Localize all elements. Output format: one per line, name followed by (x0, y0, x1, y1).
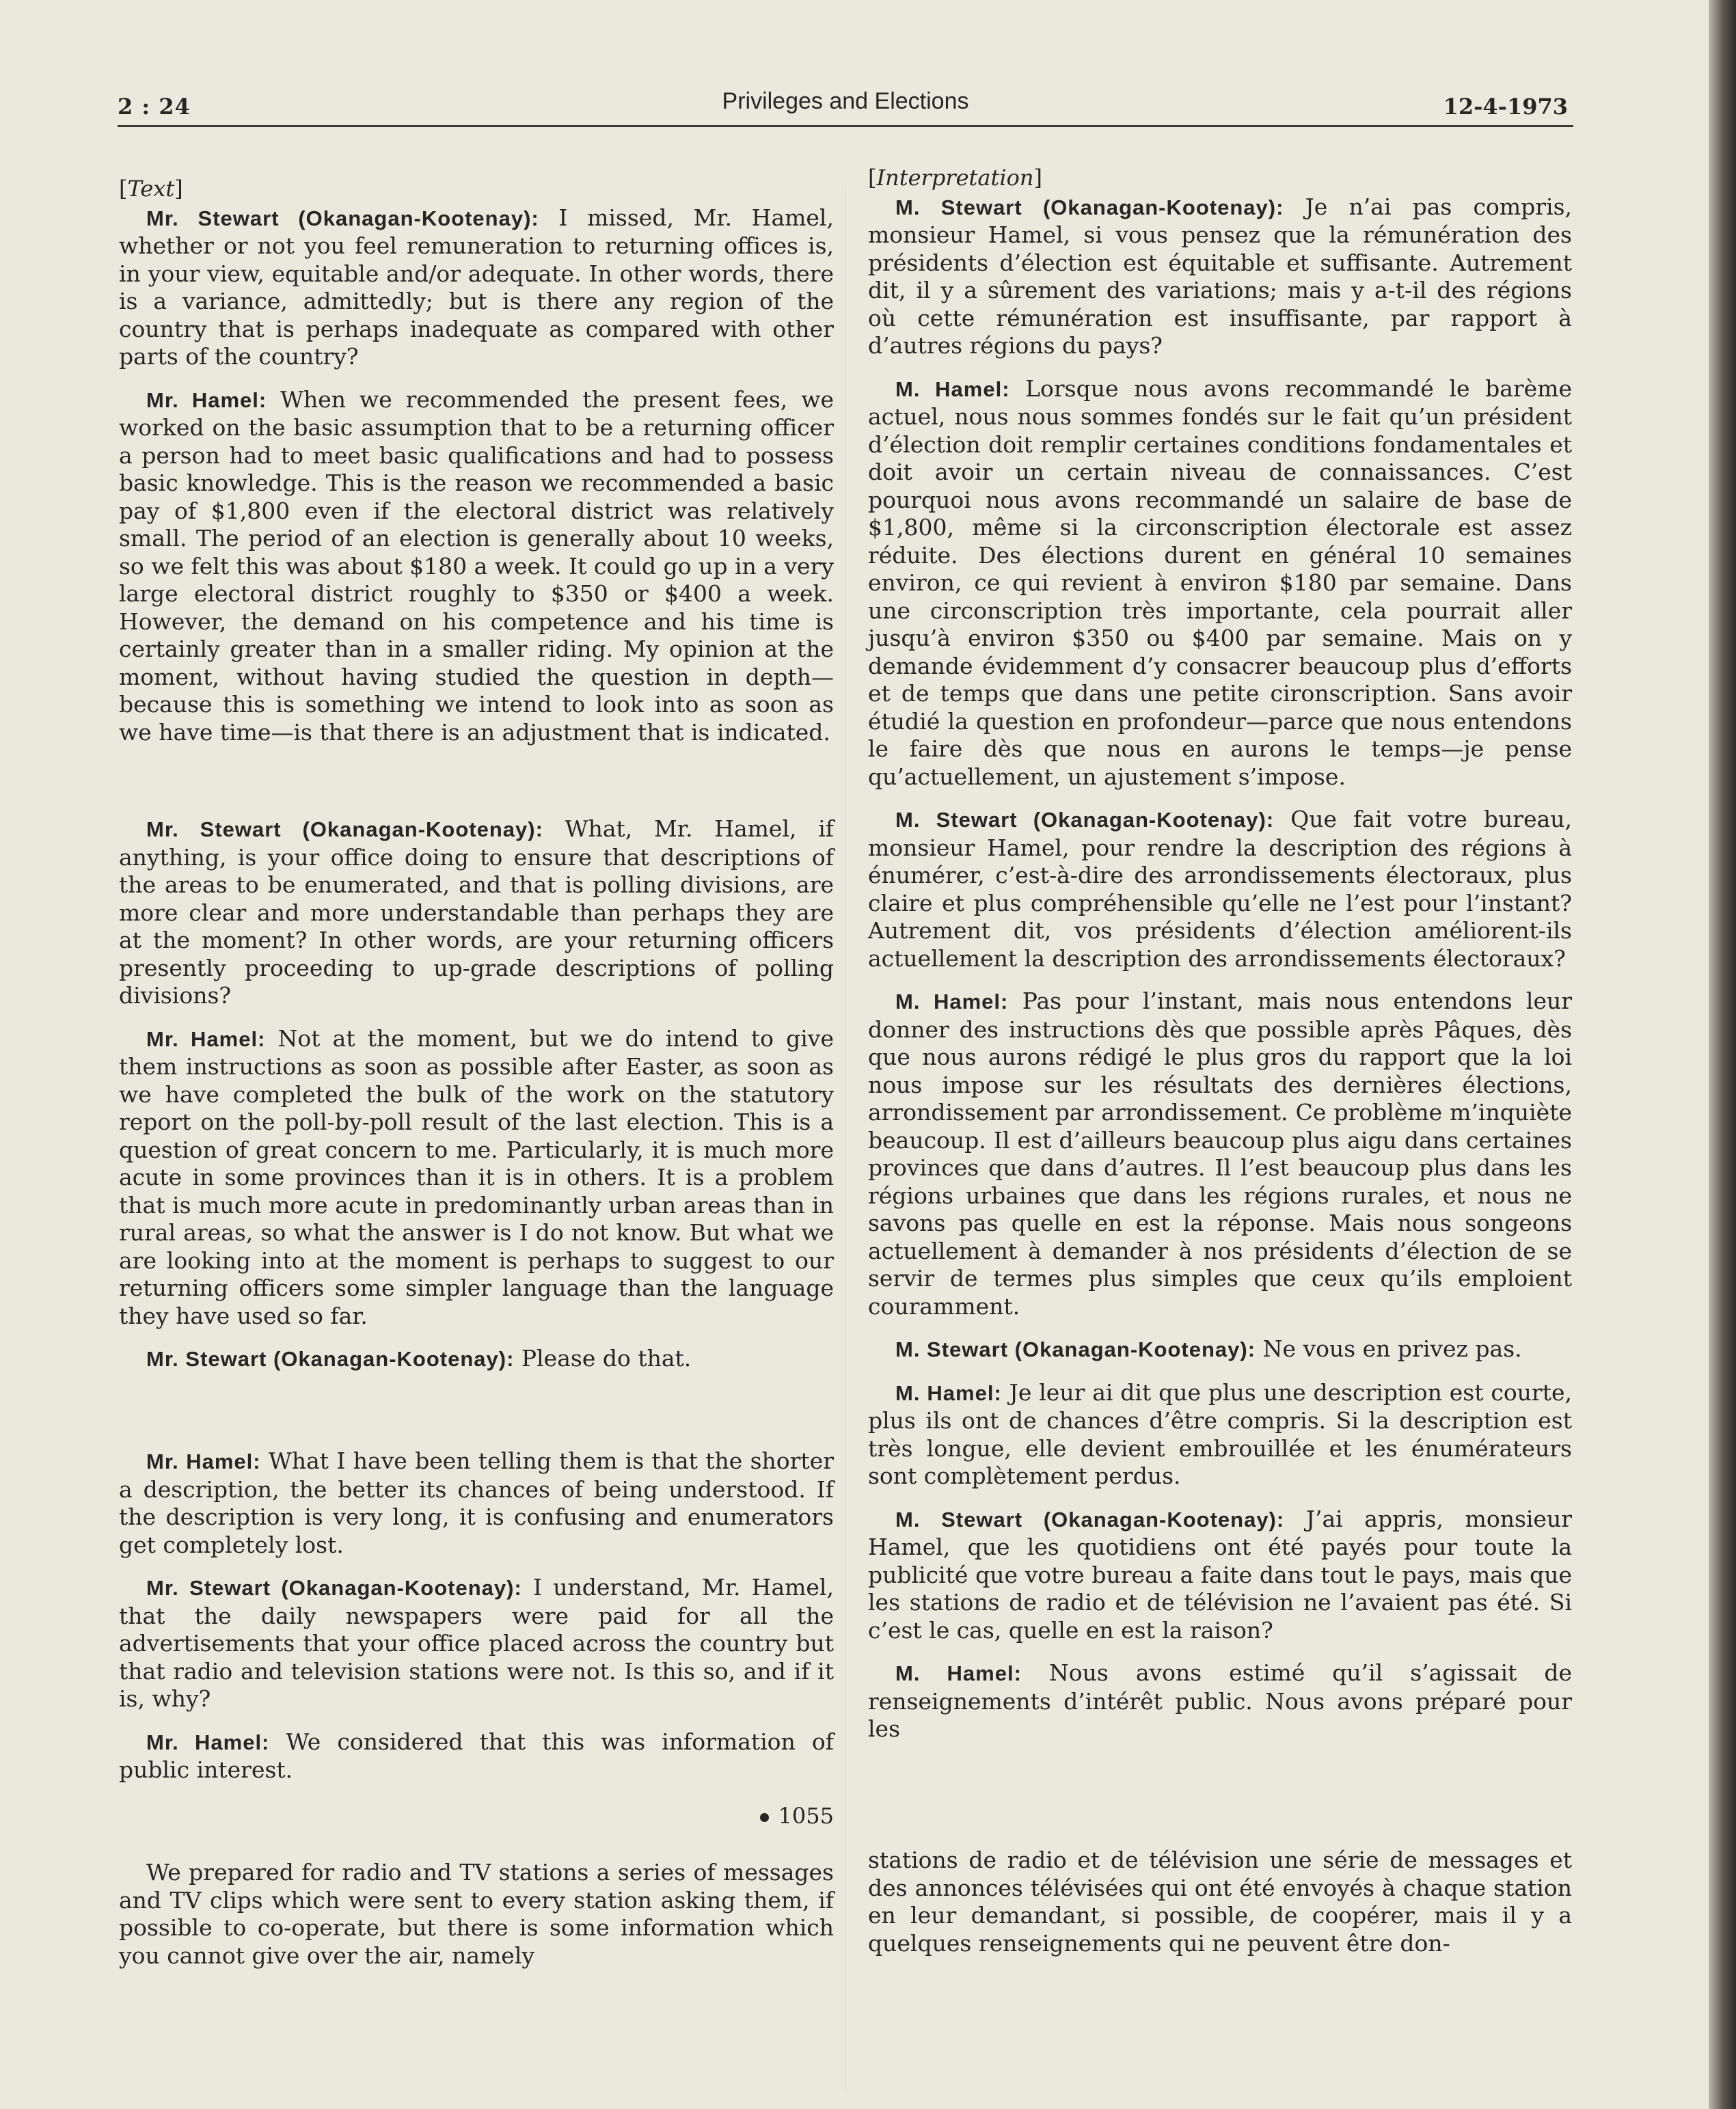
paragraph: Mr. Stewart (Okanagan-Kootenay): Please do that. (146, 1345, 692, 1372)
speaker-name: M. Stewart (Okanagan-Kootenay): (895, 1337, 1256, 1361)
english-column-lower (119, 1447, 834, 1799)
speaker-name: Mr. Stewart (Okanagan-Kootenay): (146, 1347, 515, 1371)
paragraph: Mr. Hamel: Not at the moment, but we do intend to give them instructions as soon as possible after Easter, as soon as we have completed the bulk of the work on the statutory report on the poll-by-poll result of the last election. This is a question of great concern to me. Particularly, it is much more acute in some provinces than it is in others. It is a problem that is much more acute in predominantly urban areas than in rural areas, so what the answer is I do not know. But what we are looking into at the moment is perhaps to suggest to our returning officers some simpler language than the language they have used so far. (119, 1024, 834, 1329)
paragraph: Mr. Hamel: We considered that this was information of public interest. (119, 1728, 834, 1783)
paragraph: M. Hamel: Nous avons estimé qu’il s’agissait de renseignements d’intérêt public. Nous avons préparé pour les (868, 1659, 1572, 1742)
paragraph: M. Stewart (Okanagan-Kootenay): Je n’ai pas compris, monsieur Hamel, si vous pensez que la rémunération des présidents d’élection est équitable et suffisante. Autrement dit, il y a sûrement des variations; mais y a-t-il des régions où cette rémunération est insuffisante, par rapport à d’autres régions du pays? (868, 193, 1572, 359)
speaker-name: M. Hamel: (895, 990, 1009, 1013)
paragraph: Mr. Hamel: When we recommended the present fees, we worked on the basic assumption that to be a returning officer a person had to meet basic qualifications and had to possess basic knowledge. This is the reason we recommended a basic pay of $1,800 even if the electoral district was relatively small. The period of an election is generally about 10 weeks, so we felt this was about $180 a week. It could go up in a very large electoral district roughly to $350 or $400 a week. However, the demand on his competence and his time is certainly greater than in a smaller riding. My opinion at the moment, without having studied the question in depth—because this is something we intend to look into as soon as we have time—is that there is an adjustment that is indicated. (119, 385, 834, 746)
speaker-name: Mr. Hamel: (146, 1026, 266, 1051)
paragraph: M. Stewart (Okanagan-Kootenay): Que fait votre bureau, monsieur Hamel, pour rendre la description des régions à énumérer, c’est-à-dire des arrondissements électoraux, plus claire et plus compréhensible qu’elle ne l’est pour l’instant? Autrement dit, vos présidents d’élection améliorent-ils actuellement la description des arrondissements électoraux? (868, 806, 1573, 972)
english-column-top (119, 175, 834, 761)
column-gutter (845, 185, 846, 2091)
paragraph: stations de radio et de télévision une série de messages et des annonces télévisées qui ont été envoyés à chaque station en leur demandant, si possible, de coopérer, mais il y a quelques renseignements qui ne peuvent être don- (868, 1847, 1572, 1957)
speaker-name: Mr. Hamel: (146, 1450, 261, 1473)
speaker-name: M. Stewart (Okanagan-Kootenay): (895, 195, 1284, 219)
sitting-date: 12-4-1973 (1443, 94, 1568, 120)
text-label: [Text] (119, 176, 183, 202)
paragraph: Mr. Stewart (Okanagan-Kootenay): I understand, Mr. Hamel, that the daily newspapers were paid for all the advertisements that your office placed across the country but that radio and television stations were not. Is this so, and if it is, why? (119, 1574, 834, 1712)
speaker-name: Mr. Hamel: (146, 1730, 270, 1754)
paragraph: Mr. Hamel: What I have been telling them is that the shorter a description, the better its chances of being understood. If the description is very long, it is confusing and enumerators get completely lost. (119, 1447, 834, 1558)
french-column-bottom (868, 1847, 1572, 1957)
paragraph: M. Stewart (Okanagan-Kootenay): Ne vous en privez pas. (895, 1335, 1522, 1362)
speaker-name: Mr. Stewart (Okanagan-Kootenay): (146, 817, 543, 841)
paragraph: M. Hamel: Pas pour l’instant, mais nous entendons leur donner des instructions dès que possible après Pâques, dès que nous aurons rédigé le plus gros du rapport que la loi nous impose sur les résultats des dernières élections, arrondissement par arrondissement. Ce problème m’inquiète beaucoup. Il est d’ailleurs beaucoup plus aigu dans certaines provinces que dans d’autres. Il l’est beaucoup plus dans les régions urbaines que dans les régions rurales, et nous ne savons pas quelle en est la réponse. Mais nous songeons actuellement à demander à nos présidents d’élection de se servir de termes plus simples que ceux qu’ils emploient couramment. (868, 988, 1572, 1320)
time-marker: 1055 (683, 1803, 834, 1829)
book-binding-edge (1709, 0, 1736, 2109)
speaker-name: Mr. Stewart (Okanagan-Kootenay): (146, 1576, 522, 1600)
english-column-bottom (119, 1859, 834, 1970)
paragraph: M. Hamel: Je leur ai dit que plus une description est courte, plus ils ont de chances d’être compris. Si la description est très longue, elle devient embrouillée et les énumérateurs sont complètement perdus. (868, 1378, 1572, 1489)
paragraph: M. Stewart (Okanagan-Kootenay): J’ai appris, monsieur Hamel, que les quotidiens ont été payés pour toute la publicité que votre bureau a faite dans tout le pays, mais que les stations de radio et de télévision ne l’avaient pas été. Si c’est le cas, quelle en est la raison? (868, 1505, 1572, 1644)
speaker-name: Mr. Hamel: (146, 387, 267, 412)
speaker-name: M. Hamel: (895, 1661, 1022, 1685)
interpretation-label: [Interpretation] (868, 165, 1042, 191)
running-header (118, 85, 1573, 127)
speaker-name: M. Stewart (Okanagan-Kootenay): (895, 808, 1275, 832)
french-column-top (868, 164, 1572, 1758)
speaker-name: M. Hamel: (895, 377, 1010, 401)
english-column-middle (119, 815, 834, 1389)
paragraph: Mr. Stewart (Okanagan-Kootenay): What, Mr. Hamel, if anything, is your office doing to ensure that descriptions of the areas to be enumerated, and that is polling divisions, are more clear and more understandable than perhaps they are at the moment? In other words, are your returning officers presently proceeding to up-grade descriptions of polling divisions? (119, 815, 834, 1009)
paragraph: M. Hamel: Lorsque nous avons recommandé le barème actuel, nous nous sommes fondés sur le fait qu’un président d’élection doit remplir certaines conditions fondamentales et doit avoir un certain niveau de connaissances. C’est pourquoi nous avons recommandé un salaire de base de $1,800, même si la circonscription électorale est assez réduite. Des élections durent en général 10 semaines environ, ce qui revient à environ $180 par semaine. Dans une circonscription très importante, cela pourrait aller jusqu’à environ $350 ou $400 par semaine. Mais on y demande évidemment d’y consacrer beaucoup plus d’efforts et de temps que dans une petite cironscription. Sans avoir étudié la question en profondeur—parce que nous entendons le faire dès que nous en aurons le temps—je pense qu’actuellement, un ajustement s’impose. (868, 375, 1572, 790)
speaker-name: M. Stewart (Okanagan-Kootenay): (895, 1507, 1285, 1532)
speaker-name: Mr. Stewart (Okanagan-Kootenay): (146, 206, 539, 230)
paragraph: Mr. Stewart (Okanagan-Kootenay): I missed, Mr. Hamel, whether or not you feel remuneration to returning offices is, in your view, equitable and/or adequate. In other words, there is a variance, admittedly; but is there any region of the country that is perhaps inadequate as compared with other parts of the country? (119, 204, 834, 370)
paragraph: We prepared for radio and TV stations a series of messages and TV clips which were sent to every station asking them, if possible to co-operate, but there is some information which you cannot give over the air, namely (119, 1859, 834, 1969)
page-number: 2 : 24 (118, 94, 191, 120)
committee-title: Privileges and Elections (722, 88, 969, 114)
speaker-name: M. Hamel: (895, 1380, 1002, 1405)
bullet-icon (760, 1813, 769, 1822)
